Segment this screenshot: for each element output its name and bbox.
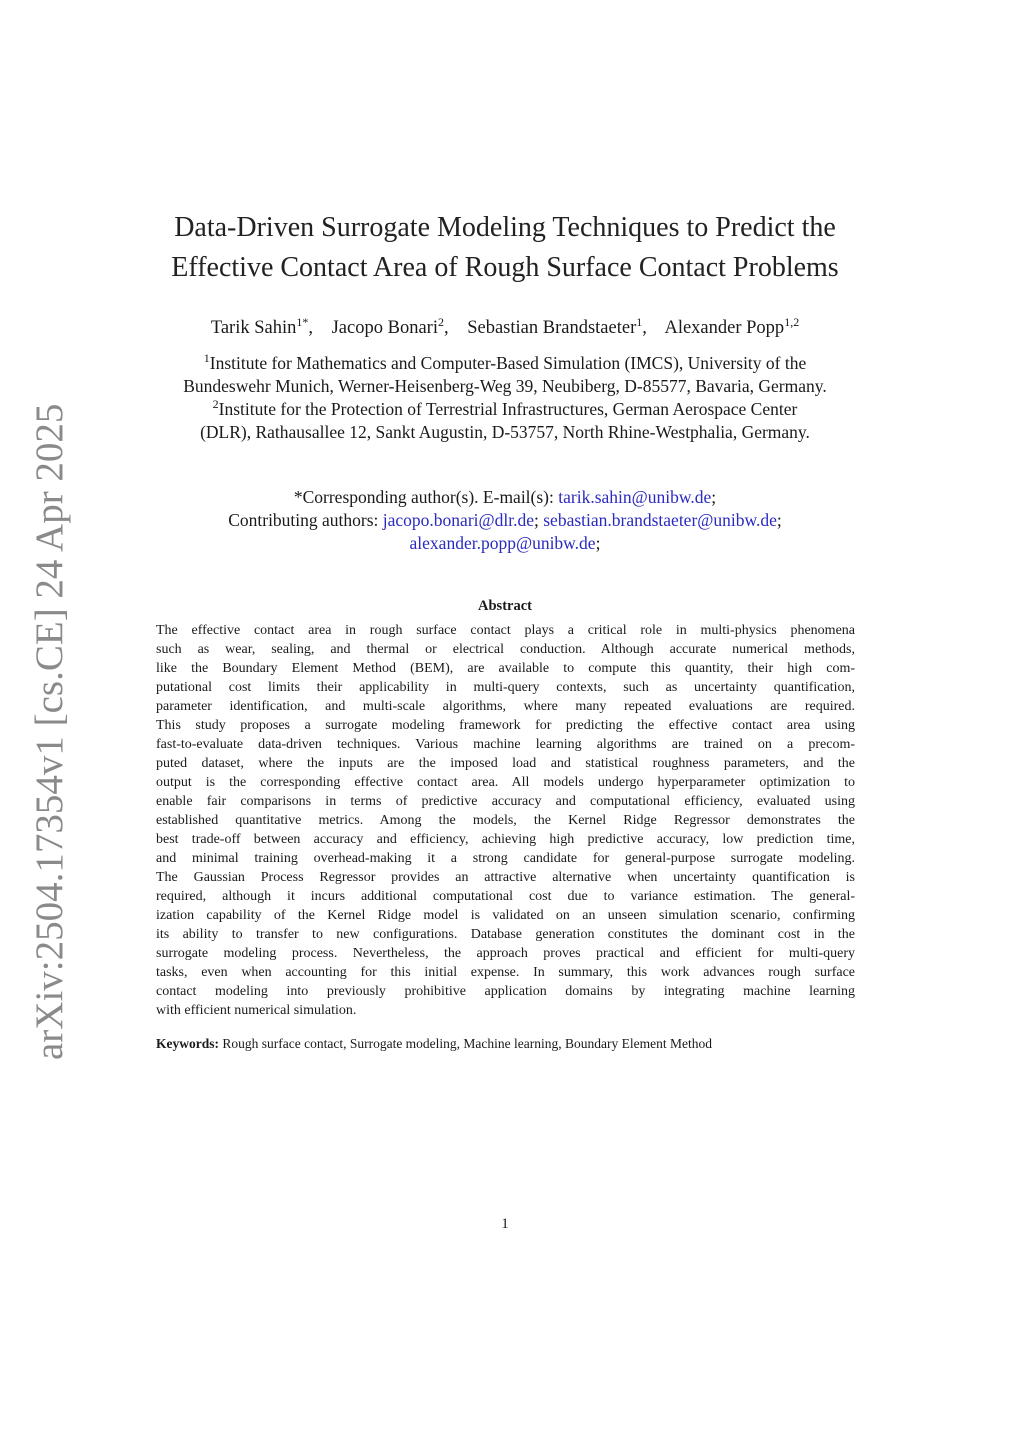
abstract-heading: Abstract: [478, 598, 532, 614]
affiliation-2-mark: 2: [212, 397, 219, 411]
author-name: Alexander Popp: [664, 318, 785, 338]
abstract-line: its ability to transfer to new configurations. Database generation constitutes the dominant cost in the: [156, 927, 855, 942]
contributing-authors-line-2: alexander.popp@unibw.de;: [409, 533, 601, 553]
author-affiliation-mark: 1*: [296, 315, 309, 329]
abstract-line: with efficient numerical simulation.: [156, 1003, 357, 1018]
abstract-line: fast-to-evaluate data-driven techniques. Various machine learning algorithms are trained on a precom-: [156, 737, 855, 752]
author-list: Tarik Sahin$^{1*}$, Jacopo Bonari$^2$, Sebastian Brandstaeter$^1$, Alexander Popp$^{1,2}$: [210, 315, 800, 338]
author-name: Jacopo Bonari: [331, 318, 438, 338]
corresponding-email-link[interactable]: tarik.sahin@unibw.de: [558, 487, 712, 507]
abstract-line: best trade-off between accuracy and efficiency, achieving high predictive accuracy, low prediction time,: [156, 832, 855, 847]
contact-info: [120, 486, 890, 555]
abstract-line: puted dataset, where the inputs are the imposed load and statistical roughness parameters, and the: [156, 756, 855, 771]
title-line-2: Effective Contact Area of Rough Surface Contact Problems: [171, 252, 839, 283]
corresponding-author-line: *Corresponding author(s). E-mail(s): tarik.sahin@unibw.de;: [293, 487, 717, 507]
abstract-line: like the Boundary Element Method (BEM), are available to compute this quantity, their high com-: [156, 661, 855, 676]
paper-title: [130, 208, 880, 288]
affiliation-1-line-1: $^1$Institute for Mathematics and Computer-Based Simulation (IMCS), University of the: [203, 351, 807, 373]
page-number: 1: [501, 1216, 509, 1232]
author-name: Tarik Sahin: [210, 318, 297, 338]
abstract-line: putational cost limits their applicability in multi-query contexts, such as uncertainty quantification,: [156, 680, 855, 695]
contributing-email-link[interactable]: jacopo.bonari@dlr.de: [382, 510, 534, 530]
affiliations: [120, 352, 890, 444]
abstract-line: such as wear, sealing, and thermal or electrical conduction. Although accurate numerical methods,: [156, 642, 855, 657]
author-affiliation-mark: 2: [437, 315, 444, 329]
abstract-line: contact modeling into previously prohibitive application domains by integrating machine learning: [156, 984, 855, 999]
abstract-line: established quantitative metrics. Among the models, the Kernel Ridge Regressor demonstrates the: [156, 813, 855, 828]
affiliation-1-mark: 1: [203, 351, 210, 365]
abstract-line: tasks, even when accounting for this initial expense. In summary, this work advances rough surface: [156, 965, 855, 980]
contributing-authors-line: Contributing authors: jacopo.bonari@dlr.de; sebastian.brandstaeter@unibw.de;: [228, 510, 782, 530]
abstract-line: This study proposes a surrogate modeling framework for predicting the effective contact area using: [156, 718, 855, 733]
abstract-line: and minimal training overhead-making it a strong candidate for general-purpose surrogate modeling.: [156, 851, 855, 866]
affiliation-2-line-2: (DLR), Rathausallee 12, Sankt Augustin, D-53757, North Rhine-Westphalia, Germany.: [200, 422, 810, 442]
affiliation-1-line-2: Bundeswehr Munich, Werner-Heisenberg-Weg 39, Neubiberg, D-85577, Bavaria, Germany.: [183, 376, 827, 396]
author-affiliation-mark: 1: [636, 315, 643, 329]
abstract-line: ization capability of the Kernel Ridge model is validated on an unseen simulation scenario, confirming: [156, 908, 855, 923]
arxiv-identifier-stamp: arXiv:2504.17354v1 [cs.CE] 24 Apr 2025: [28, 403, 71, 1060]
abstract-body: [156, 621, 855, 1020]
keywords-text: Rough surface contact, Surrogate modeling, Machine learning, Boundary Element Method: [219, 1036, 712, 1051]
abstract-line: required, although it incurs additional computational cost due to variance estimation. The general-: [156, 889, 855, 904]
title-line-1: Data-Driven Surrogate Modeling Techniques to Predict the: [174, 212, 836, 243]
abstract-line: The effective contact area in rough surface contact plays a critical role in multi-physics phenomena: [156, 623, 855, 638]
abstract-line: The Gaussian Process Regressor provides an attractive alternative when uncertainty quantification is: [156, 870, 855, 885]
contributing-email-link[interactable]: alexander.popp@unibw.de: [409, 533, 596, 553]
author-affiliation-mark: 1,2: [784, 315, 800, 329]
keywords: [156, 1034, 855, 1053]
author-name: Sebastian Brandstaeter: [467, 318, 637, 338]
abstract-line: surrogate modeling process. Nevertheless, the approach proves practical and efficient for multi-query: [156, 946, 855, 961]
abstract-line: output is the corresponding effective contact area. All models undergo hyperparameter optimization to: [156, 775, 855, 790]
contributing-email-link[interactable]: sebastian.brandstaeter@unibw.de: [543, 510, 777, 530]
abstract-line: parameter identification, and multi-scale algorithms, where many repeated evaluations are required.: [156, 699, 855, 714]
abstract-line: enable fair comparisons in terms of predictive accuracy and computational efficiency, evaluated using: [156, 794, 855, 809]
keywords-label: Keywords:: [156, 1036, 219, 1051]
affiliation-2-line-1: $^2$Institute for the Protection of Terrestrial Infrastructures, German Aerospace Center: [212, 397, 798, 419]
